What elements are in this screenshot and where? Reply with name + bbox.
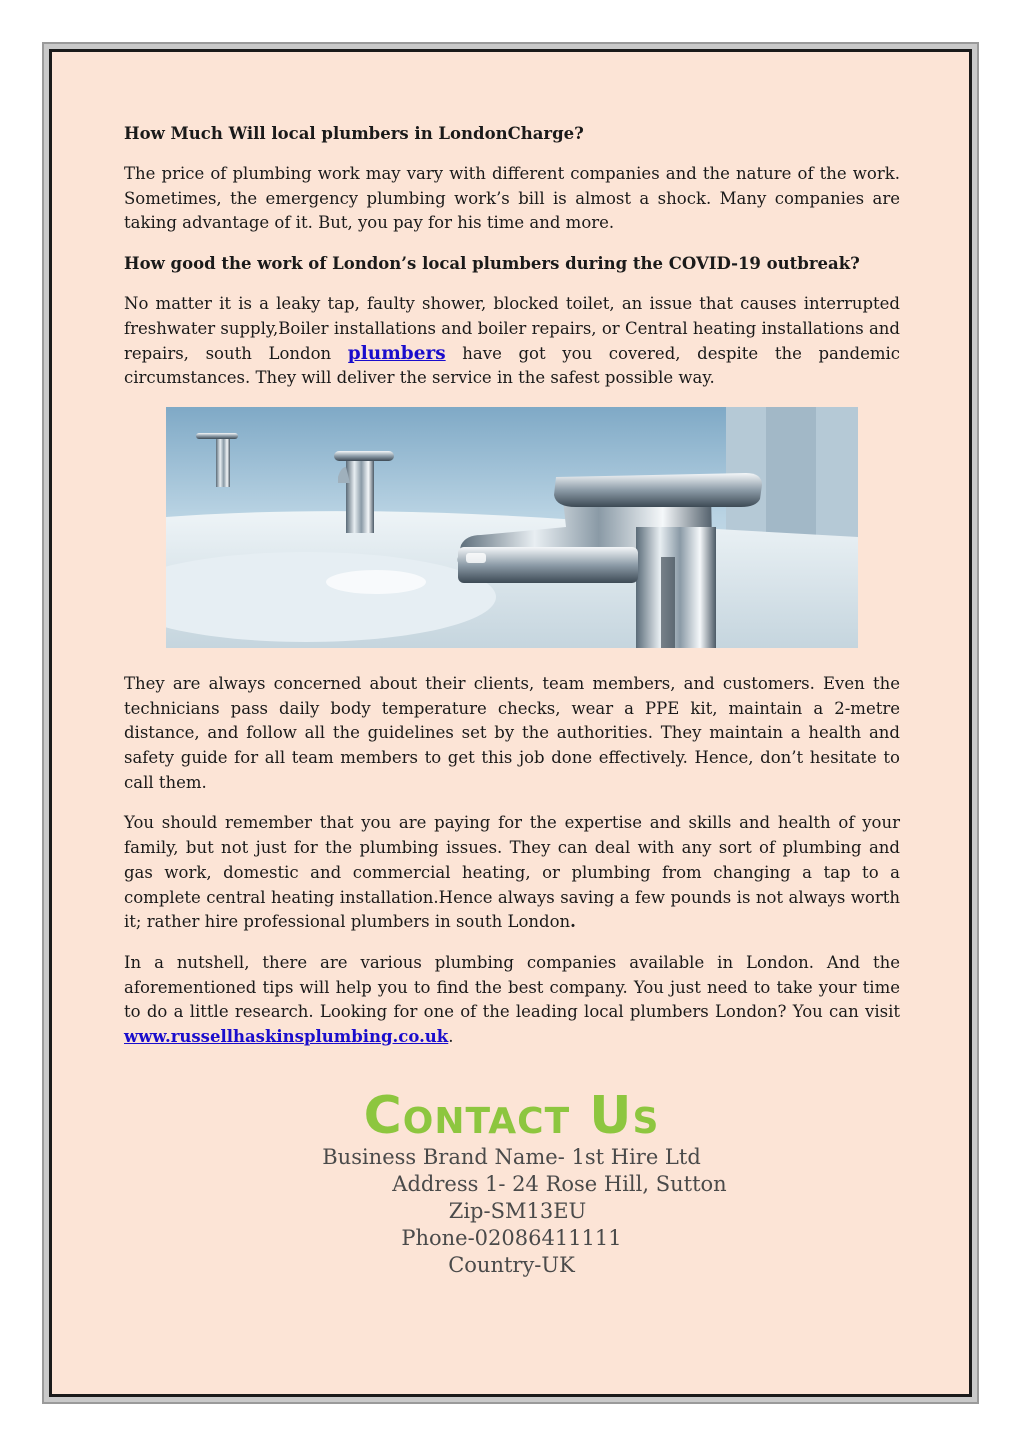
website-link[interactable]: www.russellhaskinsplumbing.co.uk [124, 1027, 449, 1047]
contact-country: Country-UK [448, 1253, 575, 1277]
paragraph-expertise-end: . [570, 912, 576, 932]
heading-covid: How good the work of London’s local plumbers during the COVID-19 outbreak? [124, 254, 860, 274]
contact-brand: Business Brand Name- 1st Hire Ltd [322, 1145, 701, 1169]
paragraph-nutshell-text: In a nutshell, there are various plumbing companies available in London. And the aforementioned tips will help you to find the best company. You just need to take your time to do a little research. Looking for one of the leading local plumbers London? You can visit [124, 952, 900, 1022]
paragraph-nutshell [124, 951, 900, 1050]
contact-title: Contact Us [363, 1086, 660, 1146]
paragraph-covid-text-end: have got you covered, despite the pandemic circumstances. They will deliver the service in the safest possible way. [124, 343, 901, 388]
plumbers-link[interactable]: plumbers [347, 342, 446, 364]
paragraph-expertise-text: You should remember that you are paying for the expertise and skills and health of your family, but not just for the plumbing issues. They can deal with any sort of plumbing and gas work, domestic and commercial heating, or plumbing from changing a tap to a complete central heating installation.Hence always saving a few pounds is not always worth it; rather hire professional plumbers in south London [124, 813, 900, 932]
contact-phone: Phone-02086411111 [401, 1226, 622, 1250]
faucet-photo [166, 407, 858, 648]
contact-zip: Zip-SM13EU [448, 1199, 587, 1223]
contact-address: Address 1- 24 Rose Hill, Sutton [392, 1172, 727, 1196]
contact-section [0, 1088, 1023, 1279]
paragraph-cost: The price of plumbing work may vary with different companies and the nature of the work. Sometimes, the emergency plumbing work’s bill is almost a shock. Many companies are taking advantage of it. But, you pay for his time and more. [124, 164, 900, 233]
paragraph-nutshell-end: . [448, 1027, 454, 1047]
paragraph-safety: They are always concerned about their clients, team members, and customers. Even the technicians pass daily body temperature checks, wear a PPE kit, maintain a 2-metre distance, and follow all the guidelines set by the authorities. They maintain a health and safety guide for all team members to get this job done effectively. Hence, don’t hesitate to call them. [124, 673, 900, 792]
document-body [124, 122, 900, 1066]
paragraph-covid-text: No matter it is a leaky tap, faulty shower, blocked toilet, an issue that causes interrupted freshwater supply,Boiler installations and boiler repairs, or Central heating installations and repairs, south London [124, 294, 900, 363]
heading-cost: How Much Will local plumbers in LondonCharge? [124, 124, 584, 143]
faucet-image [166, 407, 858, 648]
paragraph-expertise [124, 811, 900, 935]
paragraph-covid [124, 292, 900, 391]
